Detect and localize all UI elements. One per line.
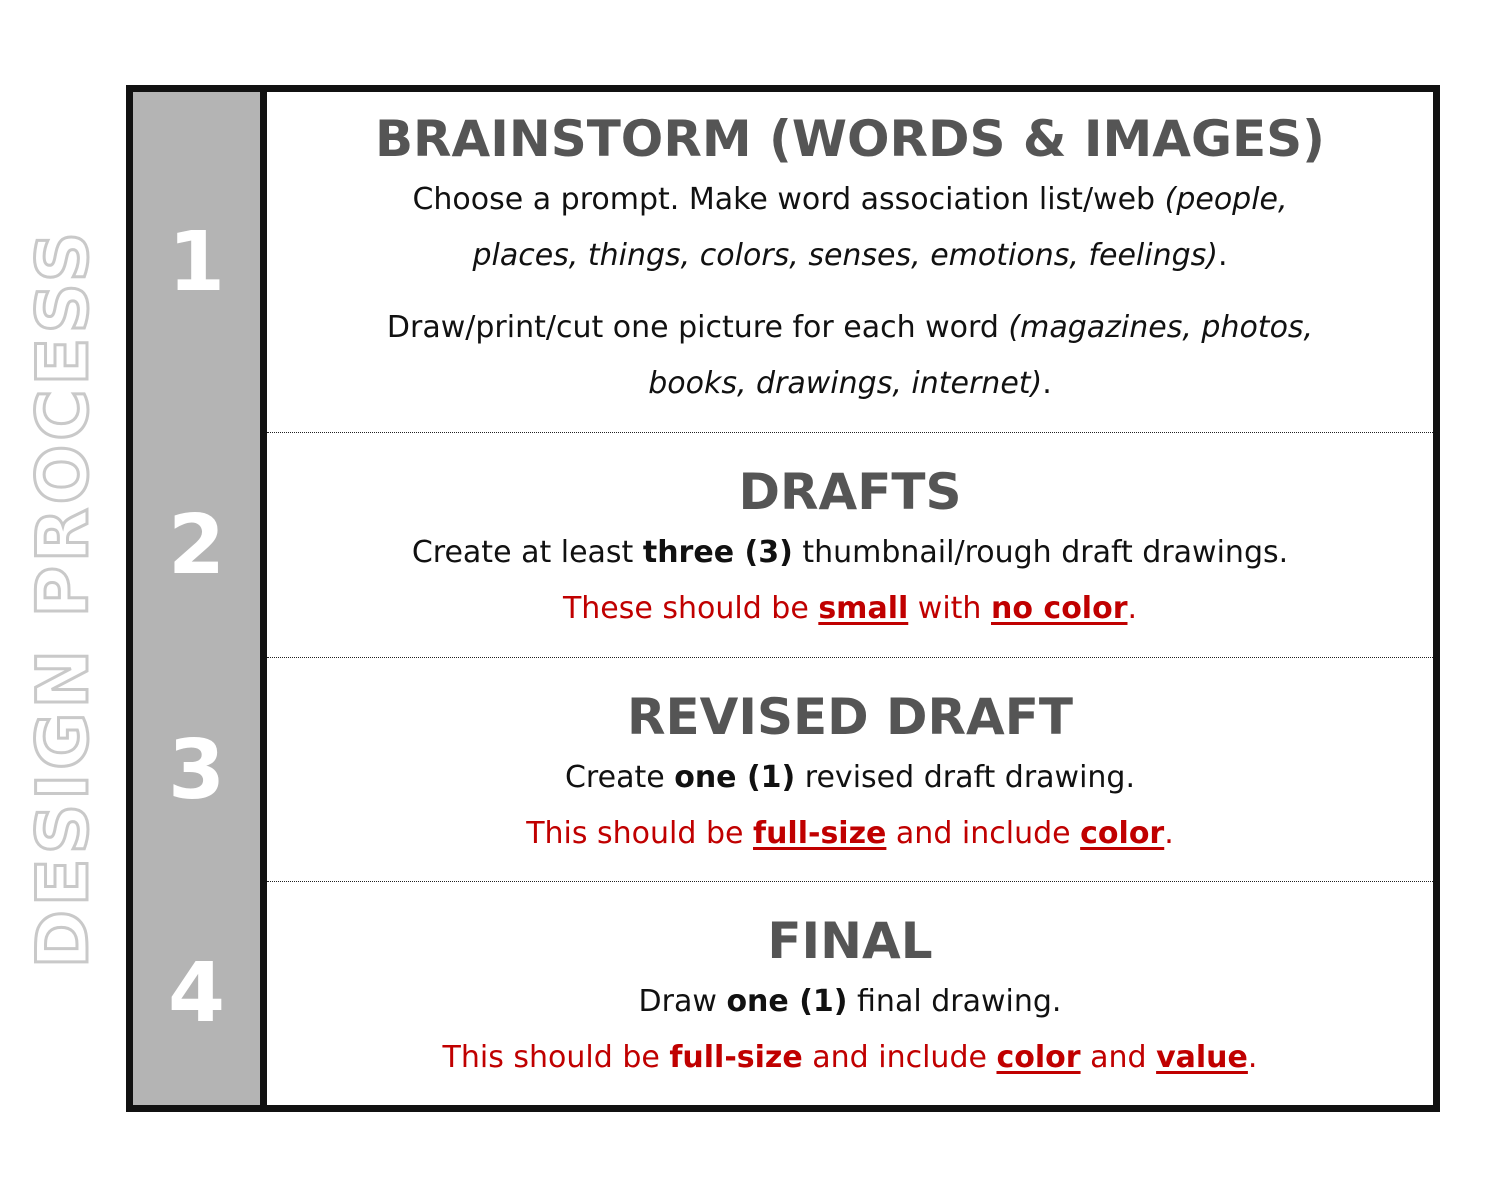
requirement-text: . <box>1164 816 1174 851</box>
requirement-text: This should be <box>442 1040 670 1075</box>
instruction-italic: places, things, colors, senses, emotions, feelings) <box>472 238 1218 273</box>
step-brainstorm <box>267 92 1433 433</box>
requirement-line <box>443 1030 1258 1086</box>
design-process-table <box>126 85 1440 1112</box>
instruction-text: revised draft drawing. <box>795 760 1136 795</box>
requirement-emphasis: small <box>818 591 909 626</box>
instruction-italic: (people, <box>1164 182 1288 217</box>
instruction-bold: one (1) <box>726 984 848 1019</box>
step-title: FINAL <box>767 912 933 970</box>
requirement-text: . <box>1247 1040 1258 1075</box>
step-number-4: 4 <box>167 946 226 1041</box>
instruction-text: Choose a prompt. Make word association list/web <box>412 182 1165 217</box>
step-number-3: 3 <box>167 722 226 818</box>
side-title: DESIGN PROCESS <box>22 227 105 968</box>
step-content-column <box>267 92 1433 1105</box>
requirement-text: These should be <box>562 591 819 626</box>
instruction-line <box>648 356 1052 412</box>
instruction-bold: one (1) <box>674 760 796 795</box>
step-number-column <box>133 92 267 1105</box>
instruction-line <box>639 974 1062 1030</box>
requirement-text: and include <box>886 816 1081 851</box>
step-number-2: 2 <box>167 498 226 593</box>
step-final <box>267 882 1433 1105</box>
step-drafts <box>267 433 1433 658</box>
requirement-text: and <box>1080 1040 1157 1075</box>
instruction-line <box>472 228 1227 284</box>
instruction-line <box>387 300 1313 356</box>
step-title: REVISED DRAFT <box>627 688 1073 746</box>
requirement-bold: full-size <box>669 1040 803 1075</box>
instruction-text: . <box>1217 238 1228 273</box>
requirement-line <box>563 581 1137 637</box>
instruction-italic: books, drawings, internet) <box>648 366 1043 401</box>
instruction-text: Create <box>564 760 675 795</box>
requirement-text: . <box>1127 591 1138 626</box>
instruction-text: Create at least <box>411 535 643 570</box>
requirement-emphasis: no color <box>991 591 1128 626</box>
requirement-emphasis: color <box>996 1040 1081 1075</box>
requirement-text: and include <box>802 1040 997 1075</box>
instruction-text: Draw <box>638 984 727 1019</box>
requirement-line <box>526 806 1174 862</box>
requirement-emphasis: color <box>1080 816 1165 851</box>
instruction-line <box>565 750 1135 806</box>
step-revised-draft <box>267 658 1433 882</box>
requirement-emphasis: value <box>1156 1040 1248 1075</box>
instruction-line <box>412 525 1288 581</box>
step-title: DRAFTS <box>738 463 962 521</box>
instruction-text: . <box>1042 366 1052 401</box>
instruction-line <box>412 172 1287 228</box>
instruction-text: Draw/print/cut one picture for each word <box>386 310 1009 345</box>
instruction-italic: (magazines, photos, <box>1008 310 1314 345</box>
requirement-text: This should be <box>526 816 754 851</box>
step-title: BRAINSTORM (WORDS & IMAGES) <box>374 110 1326 168</box>
step-number-1: 1 <box>167 215 226 310</box>
requirement-text: with <box>908 591 991 626</box>
instruction-text: thumbnail/rough draft drawings. <box>792 535 1289 570</box>
instruction-bold: three (3) <box>642 535 793 570</box>
instruction-text: final drawing. <box>847 984 1062 1019</box>
side-title-container <box>22 85 105 1110</box>
requirement-emphasis: full-size <box>753 816 887 851</box>
